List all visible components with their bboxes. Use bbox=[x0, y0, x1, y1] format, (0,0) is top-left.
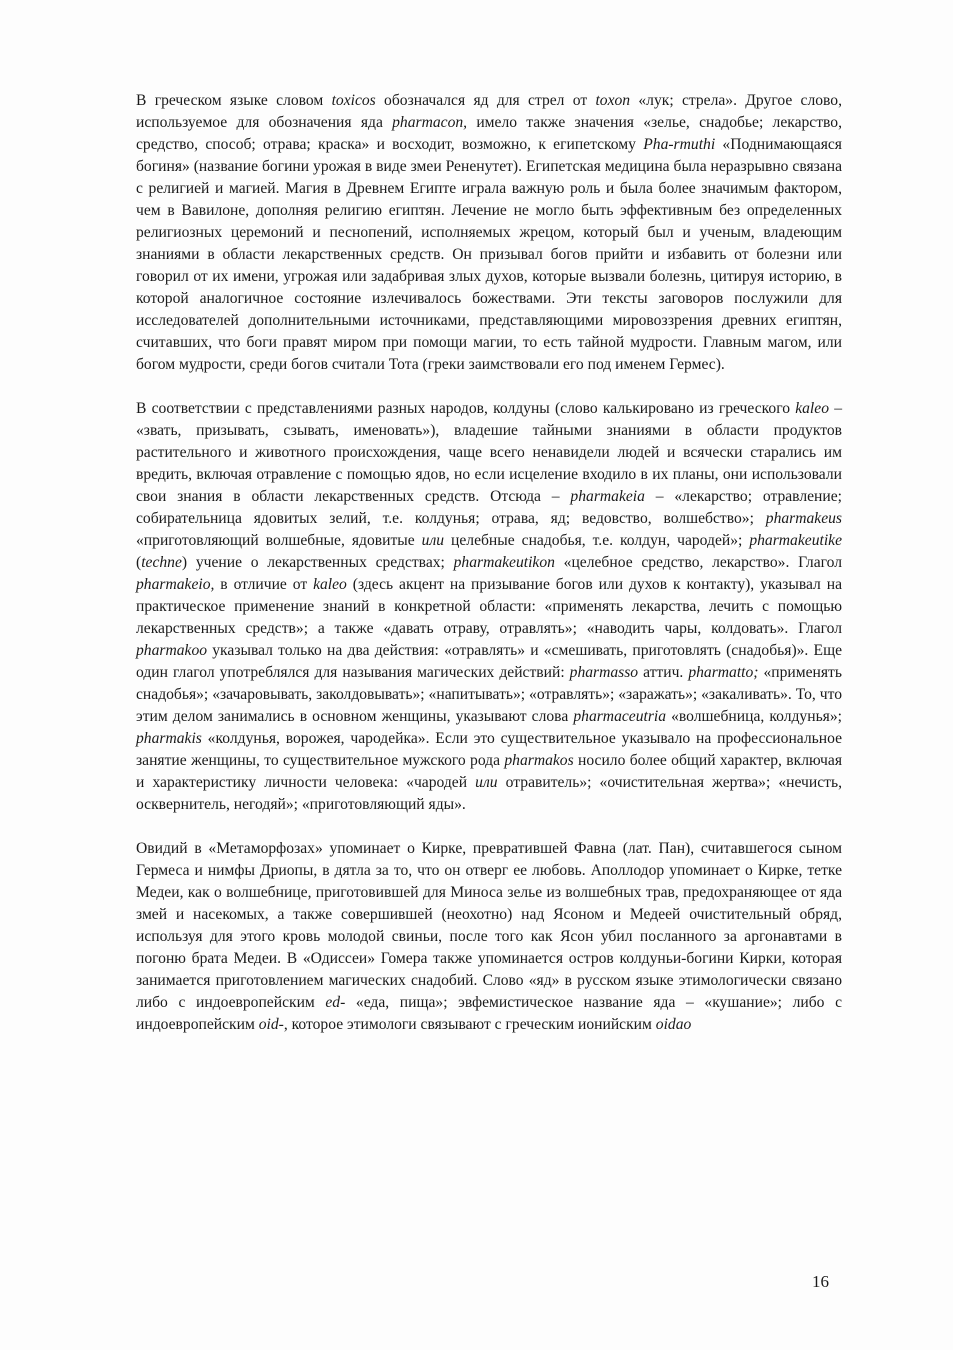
italic-term: kaleo bbox=[795, 400, 829, 417]
text-run: «применять снадобья»; «зачаровывать, заколдовывать»; «напитывать»; «отравлять»; «заражать»; «закаливать». То, что этим делом занимались в основном женщины, указывают слова bbox=[136, 664, 842, 725]
text-run: указывал только на два действия: «отравлять» и «смешивать, приготовлять (снадобья)». Еще один глагол употреблялся для называния магических действий: bbox=[136, 642, 842, 681]
italic-term: pharmakeutikon bbox=[453, 554, 555, 571]
text-run: (здесь акцент на призывание богов или духов к контакту), указывал на практическое применение знаний в конкретной области: «применять лекарства, лечить с помощью лекарственных средств»; а также «давать отраву, отравлять»; «наводить чары, колдовать». Глагол bbox=[136, 576, 842, 637]
text-run: – «лекарство; отравление; собирательница ядовитых зелий, т.е. колдунья; отрава, яд; ведовство, волшебство»; bbox=[136, 488, 842, 527]
italic-term: kaleo bbox=[313, 576, 347, 593]
italic-term: toxicos bbox=[331, 92, 376, 109]
paragraph bbox=[136, 90, 842, 376]
italic-term: techne bbox=[141, 554, 182, 571]
text-run: целебные снадобья, т.е. колдун, чародей»; bbox=[444, 532, 750, 549]
italic-term: oid- bbox=[258, 1016, 284, 1033]
text-run: «еда, пища»; эвфемистическое название яда – «кушание»; либо с индоевропейским bbox=[136, 994, 842, 1033]
text-run: – «звать, призывать, сзывать, именовать»), владешие тайными знаниями в области продуктов растительного и животного происхождения, чаще всего ненавидели людей и всячески старались им вредить, включая отравление с помощью ядов, но если исцеление входило в их планы, они использовали свои знания в области лекарственных средств. Отсюда – bbox=[136, 400, 842, 505]
text-run: «колдунья, ворожея, чародейка». Если это существительное указывало на профессиональное занятие женщины, то существительное мужского рода bbox=[136, 730, 842, 769]
text-run: ( bbox=[136, 554, 142, 571]
italic-term: pharmakis bbox=[136, 730, 202, 747]
text-run: «волшебница, колдунья»; bbox=[666, 708, 842, 725]
italic-term: pharmakoo bbox=[136, 642, 208, 659]
italic-term: pharmacon, bbox=[392, 114, 468, 131]
text-run: «лук; стрела». Другое слово, используемое для обозначения яда bbox=[136, 92, 842, 131]
text-run: ) учение о лекарственных средствах; bbox=[181, 554, 454, 571]
text-run: Овидий в «Метаморфозах» упоминает о Кирке, превратившей Фавна (лат. Пан), считавшегося сыном Гермеса и нимфы Дриопы, в дятла за то, что он отверг ее любовь. Аполлодор упоминает о Кирке, тетке Медеи, как о волшебнице, приготовившей для Миноса зелье из волшебных трав, предохраняющее от яда змей и насекомых, а также совершившей (неохотно) над Ясоном и Медеей очистительный обряд, используя для этого кровь молодой свиньи, после того как Ясон убил посланного за аргонавтами в погоню брата Медеи. В «Одиссеи» Гомера также упоминается остров колдуньи-богини Кирки, которая занимается приготовлением магических снадобий. Слово «яд» в русском языке этимологически связано либо с индоевропейским bbox=[136, 840, 842, 1011]
text-run: «целебное средство, лекарство». Глагол bbox=[554, 554, 842, 571]
text-run: имело также значения «зелье, снадобье; лекарство, средство, способ; отрава; краска» и восходит, возможно, к египетскому bbox=[136, 114, 842, 153]
paragraph bbox=[136, 838, 842, 1036]
text-run: обозначался яд для стрел от bbox=[375, 92, 596, 109]
text-run: «Поднимающаяся богиня» (название богини урожая в виде змеи Рененутет). Египетская медицина была неразрывно связана с религией и магией. Магия в Древнем Египте играла важную роль и была более значимым фактором, чем в Вавилоне, дополняя религию египтян. Лечение не могло быть эффективным без определенных религиозных церемоний и песнопений, исполняемых жрецом, который был и ученым, владеющим знаниями в области лекарственных средств. Он призывал богов прийти и избавить от болезни или говорил от их имени, угрожая или задабривая злых духов, которые вызвали болезнь, цитируя историю, в которой аналогичное состояние излечивалось божествами. Эти тексты заговоров послужили для исследователей дополнительными источниками, представляющими мировоззрения древних египтян, считавших, что боги правят миром при помощи магии, то есть тайной мудрости. Главным магом, или богом мудрости, среди богов считали Тота (греки заимствовали его под именем Гермес). bbox=[136, 136, 842, 373]
text-run: аттич. bbox=[638, 664, 689, 681]
text-run: , которое этимологи связывают с греческим ионийским bbox=[283, 1016, 656, 1033]
italic-term: pharmakeutike bbox=[749, 532, 842, 549]
text-run: отравитель»; «очистительная жертва»; «нечисть, осквернитель, негодяй»; «приготовляющий яды». bbox=[136, 774, 842, 813]
italic-term: ed- bbox=[325, 994, 346, 1011]
italic-term: pharmakeia bbox=[570, 488, 645, 505]
italic-term: pharmasso bbox=[569, 664, 639, 681]
italic-term: pharmakos bbox=[504, 752, 574, 769]
italic-term: pharmaceutria bbox=[573, 708, 667, 725]
italic-term: Pha-rmuthi bbox=[643, 136, 716, 153]
page-number: 16 bbox=[812, 1272, 829, 1291]
italic-term: toxon bbox=[595, 92, 631, 109]
text-run: в отличие от bbox=[214, 576, 314, 593]
paragraph bbox=[136, 398, 842, 816]
italic-term: oidao bbox=[655, 1016, 692, 1033]
body-text bbox=[136, 90, 842, 1058]
italic-term: или bbox=[475, 774, 498, 791]
italic-term: pharmatto; bbox=[688, 664, 759, 681]
italic-term: pharmakeus bbox=[765, 510, 842, 527]
text-run: В греческом языке словом bbox=[136, 92, 332, 109]
text-run: носило более общий характер, включая и характеристику личности человека: «чародей bbox=[136, 752, 842, 791]
italic-term: или bbox=[421, 532, 445, 549]
text-run: В соответствии с представлениями разных народов, колдуны (слово калькировано из греческого bbox=[136, 400, 796, 417]
italic-term: pharmakeio, bbox=[136, 576, 215, 593]
text-run: «приготовляющий волшебные, ядовитые bbox=[136, 532, 422, 549]
